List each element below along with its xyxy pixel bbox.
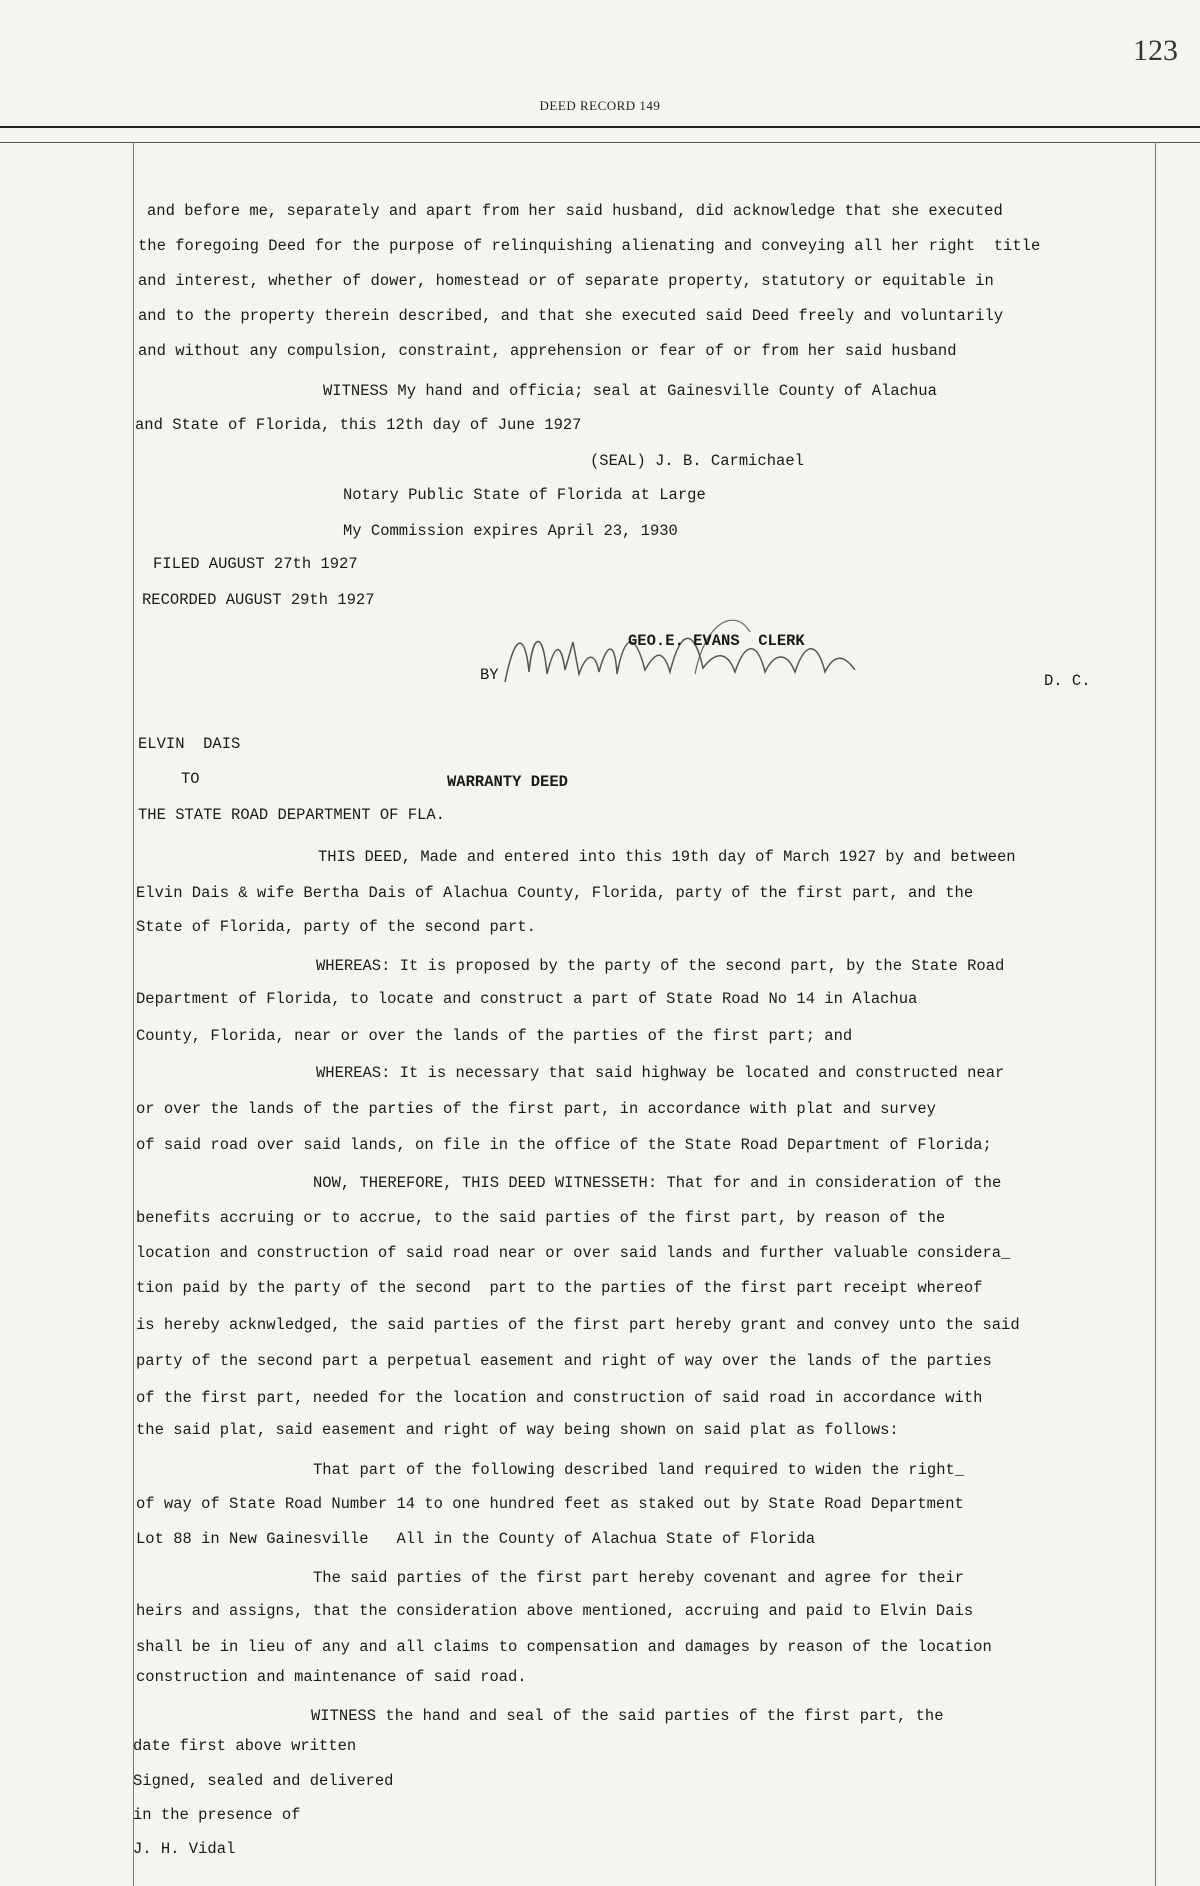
header-rule-bottom xyxy=(0,142,1200,143)
ack-line-1: and before me, separately and apart from her said husband, did acknowledge that she executed xyxy=(147,202,1003,220)
page-number: 123 xyxy=(1133,34,1178,67)
recorded-line: RECORDED AUGUST 29th 1927 xyxy=(142,591,375,609)
left-margin-line xyxy=(133,142,134,1886)
grantee-name: THE STATE ROAD DEPARTMENT OF FLA. xyxy=(138,806,445,824)
deed-line-12: location and construction of said road near or over said lands and further valuable considera_ xyxy=(136,1244,1011,1262)
handwritten-signature xyxy=(495,612,885,702)
clerk-line: GEO.E. EVANS CLERK xyxy=(628,632,805,650)
deed-line-4: WHEREAS: It is proposed by the party of the second part, by the State Road xyxy=(316,957,1005,975)
deed-line-16: of the first part, needed for the location and construction of said road in accordance with xyxy=(136,1389,983,1407)
deed-line-28: in the presence of xyxy=(133,1806,301,1824)
deed-line-27: Signed, sealed and delivered xyxy=(133,1772,394,1790)
ack-line-5: and without any compulsion, constraint, apprehension or fear of or from her said husband xyxy=(138,342,957,360)
to-label: TO xyxy=(181,770,200,788)
ack-line-2: the foregoing Deed for the purpose of relinquishing alienating and conveying all her right title xyxy=(138,237,1041,255)
record-header: DEED RECORD 149 xyxy=(539,98,661,113)
filed-line: FILED AUGUST 27th 1927 xyxy=(153,555,358,573)
witness-name: J. H. Vidal xyxy=(133,1840,236,1858)
deed-line-19: of way of State Road Number 14 to one hundred feet as staked out by State Road Department xyxy=(136,1495,964,1513)
deed-line-24: construction and maintenance of said road. xyxy=(136,1668,527,1686)
deed-line-13: tion paid by the party of the second part to the parties of the first part receipt whereof xyxy=(136,1279,983,1297)
deed-line-18: That part of the following described land required to widen the right_ xyxy=(313,1461,965,1479)
deed-line-20: Lot 88 in New Gainesville All in the County of Alachua State of Florida xyxy=(136,1530,816,1548)
deed-title: WARRANTY DEED xyxy=(447,773,568,791)
deed-line-1: THIS DEED, Made and entered into this 19th day of March 1927 by and between xyxy=(318,848,1016,866)
deed-line-11: benefits accruing or to accrue, to the said parties of the first part, by reason of the xyxy=(136,1209,946,1227)
deed-line-8: or over the lands of the parties of the first part, in accordance with plat and survey xyxy=(136,1100,936,1118)
deed-line-6: County, Florida, near or over the lands of the parties of the first part; and xyxy=(136,1027,853,1045)
deed-line-7: WHEREAS: It is necessary that said highway be located and constructed near xyxy=(316,1064,1005,1082)
ack-line-4: and to the property therein described, and that she executed said Deed freely and voluntarily xyxy=(138,307,1004,325)
deed-line-15: party of the second part a perpetual easement and right of way over the lands of the parties xyxy=(136,1352,992,1370)
deed-line-22: heirs and assigns, that the consideration above mentioned, accruing and paid to Elvin Dais xyxy=(136,1602,974,1620)
deed-line-21: The said parties of the first part hereby covenant and agree for their xyxy=(313,1569,965,1587)
notary-line: Notary Public State of Florida at Large xyxy=(343,486,706,504)
right-margin-line xyxy=(1155,142,1156,1886)
by-label: BY xyxy=(480,666,499,684)
deed-line-26: date first above written xyxy=(133,1737,357,1755)
deed-line-17: the said plat, said easement and right of way being shown on said plat as follows: xyxy=(136,1421,899,1439)
state-date-line: and State of Florida, this 12th day of June 1927 xyxy=(135,416,582,434)
header-rule-top xyxy=(0,126,1200,128)
deed-line-3: State of Florida, party of the second part. xyxy=(136,918,536,936)
ack-line-3: and interest, whether of dower, homestead or of separate property, statutory or equitable in xyxy=(138,272,994,290)
deed-line-14: is hereby acknwledged, the said parties of the first part hereby grant and convey unto the said xyxy=(136,1316,1020,1334)
deputy-clerk-label: D. C. xyxy=(1044,672,1091,690)
witness-line: WITNESS My hand and officia; seal at Gainesville County of Alachua xyxy=(323,382,937,400)
grantor-name: ELVIN DAIS xyxy=(138,735,241,753)
commission-line: My Commission expires April 23, 1930 xyxy=(343,522,678,540)
seal-signature-line: (SEAL) J. B. Carmichael xyxy=(590,452,804,470)
deed-line-2: Elvin Dais & wife Bertha Dais of Alachua County, Florida, party of the first part, and the xyxy=(136,884,974,902)
deed-line-25: WITNESS the hand and seal of the said parties of the first part, the xyxy=(311,1707,944,1725)
deed-line-23: shall be in lieu of any and all claims to compensation and damages by reason of the location xyxy=(136,1638,992,1656)
deed-line-9: of said road over said lands, on file in the office of the State Road Department of Florida; xyxy=(136,1136,992,1154)
deed-line-10: NOW, THEREFORE, THIS DEED WITNESSETH: That for and in consideration of the xyxy=(313,1174,1002,1192)
deed-line-5: Department of Florida, to locate and construct a part of State Road No 14 in Alachua xyxy=(136,990,918,1008)
